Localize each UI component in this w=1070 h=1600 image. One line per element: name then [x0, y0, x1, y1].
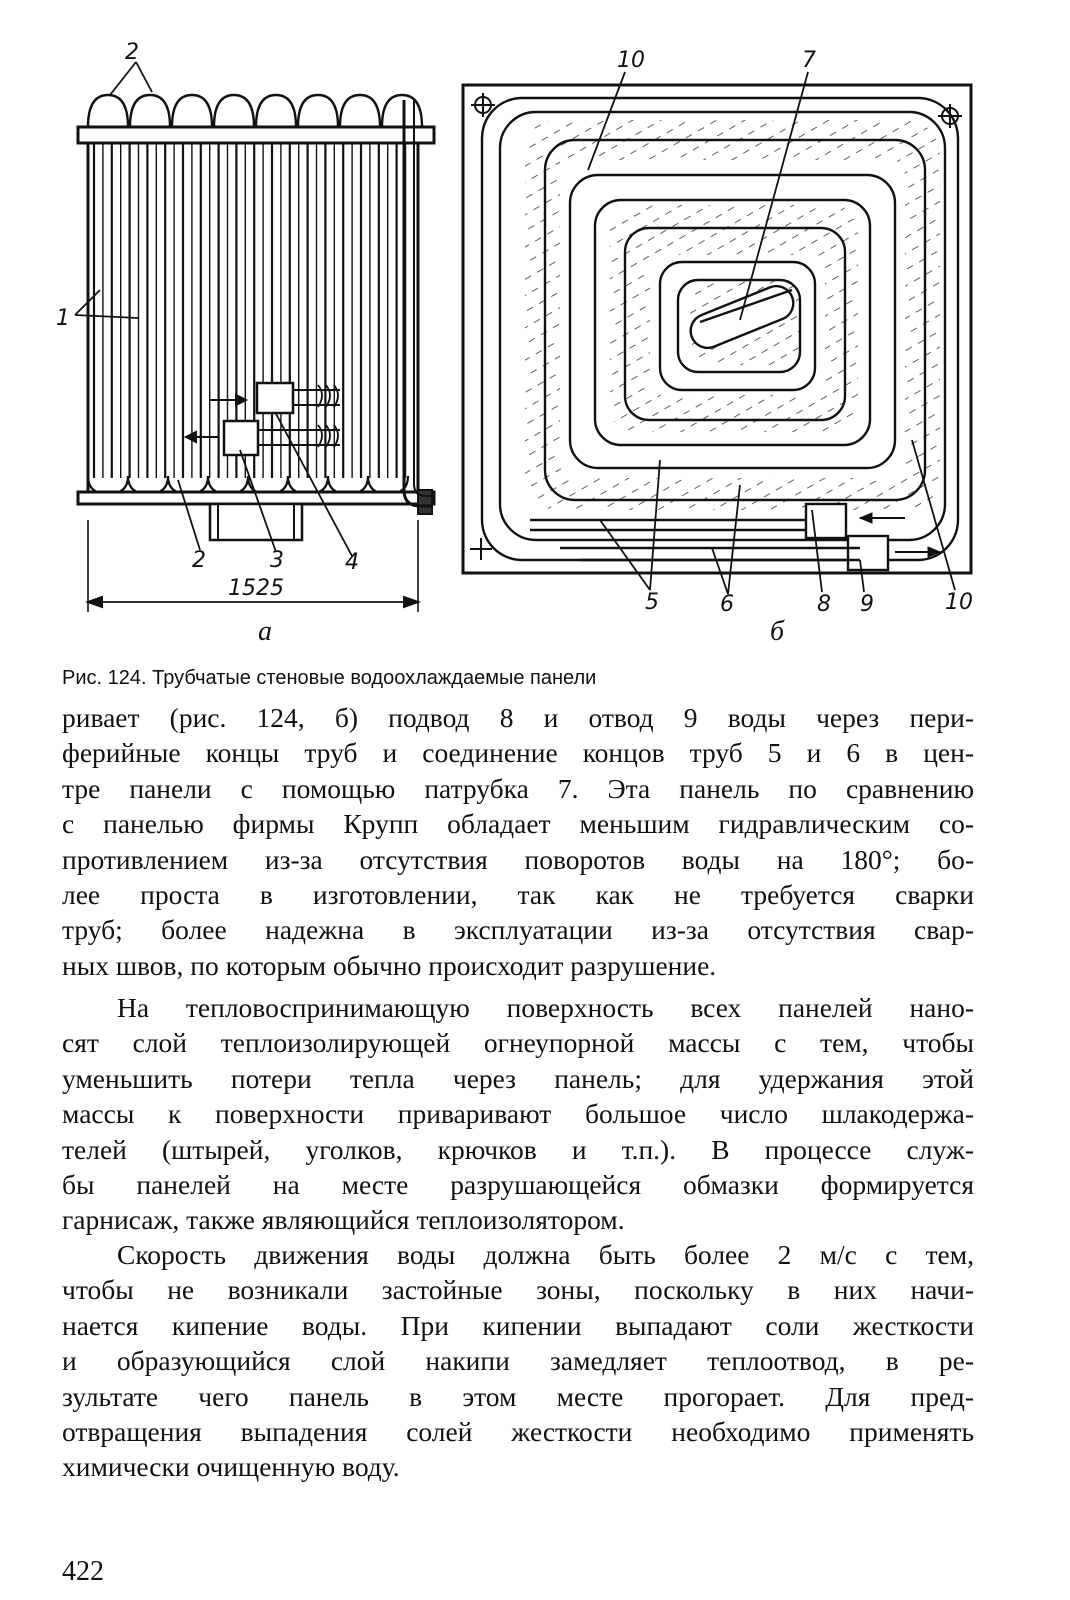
label-9: 9: [860, 592, 874, 617]
label-4: 4: [345, 550, 359, 575]
text-line: зультате чего панель в этом месте прогорает. Для пред-: [62, 1380, 974, 1412]
text-line: отвращения выпадения солей жесткости необходимо применять: [62, 1416, 974, 1448]
text-line: нается кипение воды. При кипении выпадают соли жесткости: [62, 1309, 974, 1341]
label-7: 7: [802, 48, 816, 73]
text-line: труб; более надежна в эксплуатации из-за отсутствия свар-: [62, 914, 974, 946]
label-3: 3: [270, 548, 284, 573]
page-number: 422: [62, 1556, 104, 1587]
text-line: сят слой теплоизолирующей огнеупорной массы с тем, чтобы: [62, 1027, 974, 1059]
label-10-top: 10: [617, 48, 645, 73]
text-line: ферийные концы труб и соединение концов труб 5 и 6 в цен-: [62, 737, 974, 769]
label-2-top: 2: [125, 40, 139, 65]
dimension-label: 1525: [228, 576, 284, 601]
text-line: чтобы не возникали застойные зоны, поскольку в них начи-: [62, 1274, 974, 1306]
sub-label-b: б: [770, 616, 785, 647]
text-line: бы панелей на месте разрушающейся обмазки формируется: [62, 1169, 974, 1201]
figure-124: [0, 0, 1070, 660]
label-5: 5: [645, 590, 659, 615]
label-1: 1: [56, 306, 70, 331]
text-line: тре панели с помощью патрубка 7. Эта панель по сравнению: [62, 772, 974, 804]
text-line: На тепловоспринимающую поверхность всех панелей нано-: [117, 992, 974, 1023]
label-10-bottom: 10: [945, 590, 973, 615]
label-6: 6: [720, 592, 734, 617]
tube-panel-front-view: [75, 62, 434, 612]
paragraph-3: [62, 1237, 974, 1485]
text-line: противлением из-за отсутствия поворотов воды на 180°; бо-: [62, 843, 974, 875]
text-line: уменьшить потери тепла через панель; для удержания этой: [62, 1062, 974, 1094]
spiral-panel-plan-view: [463, 72, 971, 594]
text-line: гарнисаж, также являющийся теплоизолятором.: [62, 1204, 625, 1236]
text-line: химически очищенную воду.: [62, 1451, 400, 1483]
text-line: телей (штырей, уголков, крючков и т.п.). В процессе служ-: [62, 1133, 974, 1165]
text-line: и образующийся слой накипи замедляет теплоотвод, в ре-: [62, 1345, 974, 1377]
text-line: массы к поверхности приваривают большое число шлакодержа-: [62, 1098, 974, 1130]
text-line: с панелью фирмы Крупп обладает меньшим гидравлическим со-: [62, 808, 974, 840]
paragraph-2: [62, 990, 974, 1238]
paragraph-1: [62, 700, 974, 983]
text-line: Скорость движения воды должна быть более 2 м/с с тем,: [117, 1239, 974, 1270]
text-line: ривает (рис. 124, б) подвод 8 и отвод 9 воды через пери-: [62, 702, 974, 733]
text-line: ных швов, по которым обычно происходит разрушение.: [62, 949, 717, 981]
sub-label-a: а: [258, 616, 272, 647]
label-8: 8: [817, 592, 831, 617]
label-2-bottom: 2: [192, 548, 206, 573]
text-line: лее проста в изготовлении, так как не требуется сварки: [62, 879, 974, 911]
figure-caption: Рис. 124. Трубчатые стеновые водоохлаждаемые панели: [62, 667, 597, 689]
